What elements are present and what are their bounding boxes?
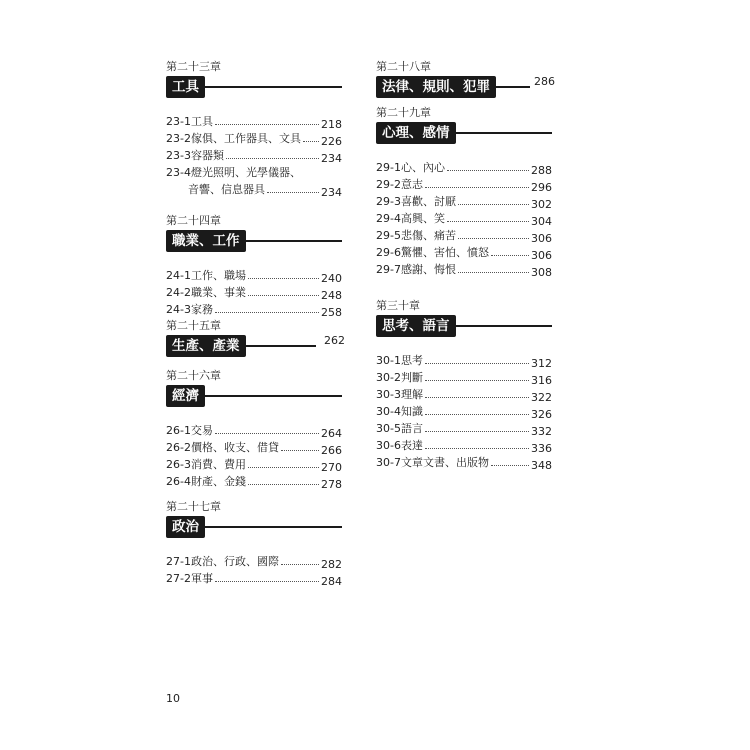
toc-entry[interactable]: 23-3容器類 234 [166, 149, 342, 165]
leader-dots [425, 187, 529, 188]
entry-list [166, 265, 342, 319]
chapter-number: 第二十九章 [376, 106, 431, 119]
chapter-26 [166, 369, 342, 491]
toc-entry[interactable]: 29-6驚懼、害怕、憤怒 306 [376, 246, 552, 262]
chapter-title-row[interactable] [166, 334, 345, 357]
leader-dots [267, 192, 319, 193]
chapter-24 [166, 214, 342, 319]
toc-entry-line[interactable]: 23-4燈光照明、光學儀器、 [166, 166, 301, 179]
leader-dots [447, 221, 529, 222]
chapter-25 [166, 319, 345, 357]
toc-entry[interactable]: 30-5語言 332 [376, 422, 552, 438]
leader-dots [248, 484, 319, 485]
leader-dots [425, 397, 529, 398]
entry-list [166, 420, 342, 491]
leader-dots [248, 467, 319, 468]
chapter-title: 思考、語言 [376, 315, 456, 337]
chapter-27 [166, 500, 342, 588]
leader-dots [425, 380, 529, 381]
entry-list [376, 350, 552, 472]
leader-dots [248, 295, 319, 296]
toc-entry[interactable]: 27-2軍事 284 [166, 572, 342, 588]
leader-dots [458, 204, 529, 205]
leader-dots [425, 431, 529, 432]
chapter-page: 262 [324, 334, 345, 347]
chapter-title: 法律、規則、犯罪 [376, 76, 496, 98]
chapter-title: 工具 [166, 76, 205, 98]
leader-dots [458, 272, 529, 273]
chapter-number: 第二十六章 [166, 369, 221, 382]
chapter-title: 生產、產業 [166, 335, 246, 357]
toc-entry[interactable]: 30-2判斷 316 [376, 371, 552, 387]
toc-entry[interactable]: 29-3喜歡、討厭 302 [376, 195, 552, 211]
toc-entry[interactable]: 23-2傢俱、工作器具、文具 226 [166, 132, 342, 148]
chapter-number: 第二十四章 [166, 214, 221, 227]
chapter-23 [166, 60, 342, 199]
page-number: 10 [166, 692, 180, 705]
toc-entry[interactable]: 30-3理解 322 [376, 388, 552, 404]
toc-entry[interactable]: 音響、信息器具 234 [188, 183, 342, 199]
leader-dots [281, 564, 319, 565]
toc-entry[interactable]: 26-1交易 264 [166, 424, 342, 440]
leader-dots [215, 312, 319, 313]
toc-entry[interactable]: 29-2意志 296 [376, 178, 552, 194]
chapter-number: 第三十章 [376, 299, 420, 312]
leader-dots [458, 238, 529, 239]
toc-entry[interactable]: 26-4財產、金錢 278 [166, 475, 342, 491]
chapter-title: 心理、感情 [376, 122, 456, 144]
toc-entry[interactable]: 24-1工作、職場 240 [166, 269, 342, 285]
leader-dots [491, 255, 529, 256]
toc-entry[interactable]: 27-1政治、行政、國際 282 [166, 555, 342, 571]
toc-entry[interactable]: 30-6表達 336 [376, 439, 552, 455]
leader-dots [303, 141, 319, 142]
leader-dots [248, 278, 319, 279]
chapter-29 [376, 106, 552, 279]
toc-entry[interactable]: 30-4知識 326 [376, 405, 552, 421]
chapter-number: 第二十三章 [166, 60, 221, 73]
chapter-number: 第二十七章 [166, 500, 221, 513]
chapter-title-row[interactable] [376, 75, 555, 98]
toc-entry[interactable]: 30-7文章文書、出版物 348 [376, 456, 552, 472]
leader-dots [425, 363, 529, 364]
entry-list [166, 551, 342, 588]
leader-dots [425, 414, 529, 415]
toc-entry[interactable]: 29-1心、內心 288 [376, 161, 552, 177]
toc-entry[interactable]: 29-7感謝、悔恨 308 [376, 263, 552, 279]
entry-list [376, 157, 552, 279]
leader-dots [281, 450, 319, 451]
leader-dots [425, 448, 529, 449]
leader-dots [447, 170, 529, 171]
toc-entry[interactable]: 26-3消費、費用 270 [166, 458, 342, 474]
toc-entry[interactable]: 24-2職業、事業 248 [166, 286, 342, 302]
chapter-title: 職業、工作 [166, 230, 246, 252]
leader-dots [491, 465, 529, 466]
leader-dots [215, 433, 319, 434]
leader-dots [215, 124, 319, 125]
chapter-30 [376, 299, 552, 472]
toc-entry[interactable]: 30-1思考 312 [376, 354, 552, 370]
toc-entry[interactable]: 26-2價格、收支、借貸 266 [166, 441, 342, 457]
leader-dots [226, 158, 319, 159]
leader-dots [215, 581, 319, 582]
toc-entry[interactable]: 24-3家務 258 [166, 303, 342, 319]
chapter-page: 286 [534, 75, 555, 88]
chapter-title: 政治 [166, 516, 205, 538]
entry-list [166, 111, 342, 199]
chapter-28 [376, 60, 555, 98]
toc-entry[interactable]: 23-1工具 218 [166, 115, 342, 131]
toc-entry[interactable]: 29-4高興、笑 304 [376, 212, 552, 228]
chapter-number: 第二十八章 [376, 60, 431, 73]
chapter-title: 經濟 [166, 385, 205, 407]
toc-entry[interactable]: 29-5悲傷、痛苦 306 [376, 229, 552, 245]
chapter-number: 第二十五章 [166, 319, 221, 332]
